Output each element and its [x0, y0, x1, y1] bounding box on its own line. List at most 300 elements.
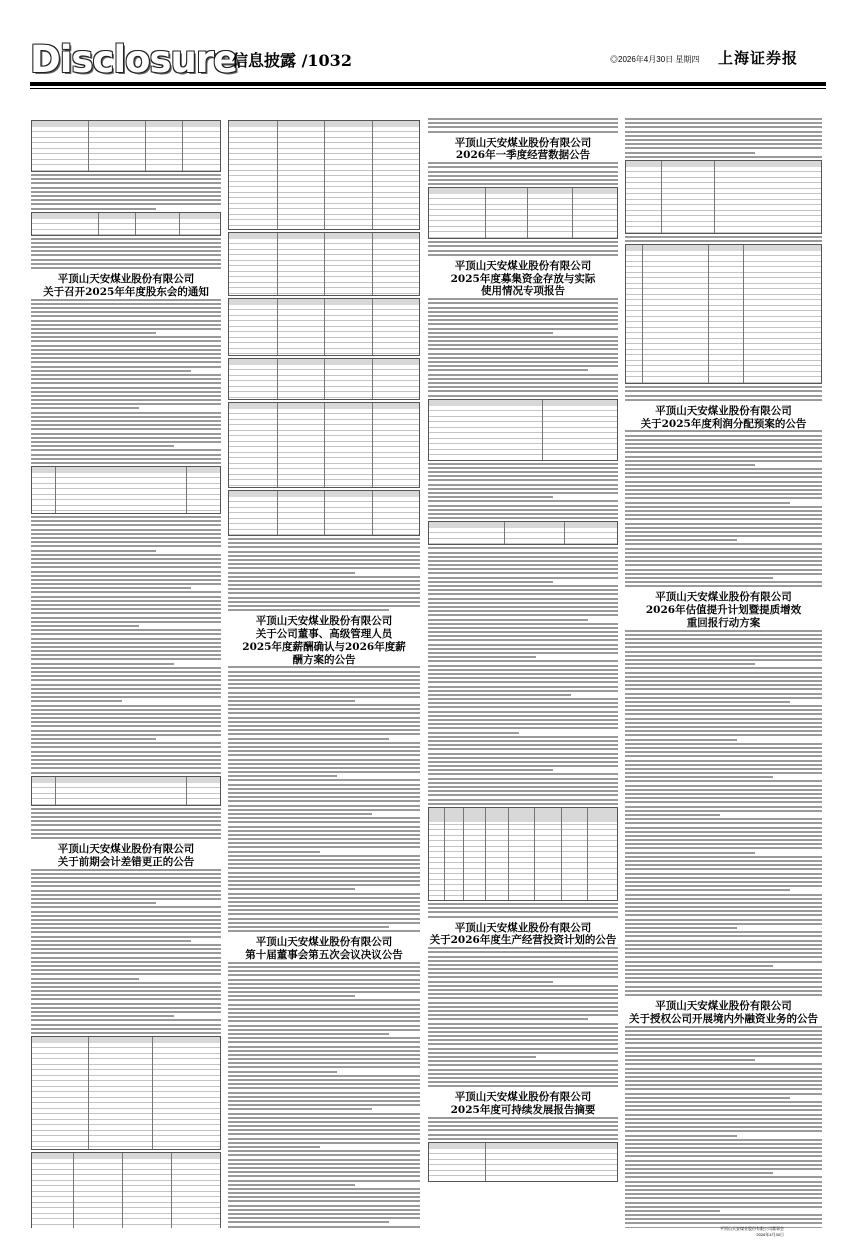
text-line	[31, 345, 221, 347]
text-line	[625, 860, 822, 862]
text-line	[625, 1160, 822, 1162]
notice-title: 关于2026年度生产经营投资计划的公告	[429, 934, 617, 947]
text-line	[31, 545, 221, 547]
text-line	[428, 985, 618, 987]
text-line	[31, 357, 221, 359]
text-line	[31, 445, 174, 447]
text-line	[31, 340, 221, 342]
text-line	[31, 994, 221, 996]
text-line	[428, 568, 618, 570]
text-line	[625, 1101, 822, 1103]
text-line	[428, 585, 618, 587]
text-line	[31, 978, 139, 980]
text-line	[428, 166, 618, 168]
text-line	[428, 560, 618, 562]
body-text-block	[428, 903, 618, 918]
text-line	[228, 1146, 320, 1148]
text-line	[428, 467, 618, 469]
text-line	[228, 987, 420, 989]
body-text-block	[625, 118, 822, 158]
text-line	[625, 743, 822, 745]
text-line	[428, 1002, 618, 1004]
text-line	[625, 843, 822, 845]
text-line	[31, 944, 221, 946]
text-line	[228, 696, 420, 698]
text-line	[428, 715, 618, 717]
text-line	[625, 1197, 822, 1199]
text-line	[228, 1171, 420, 1173]
text-line	[428, 627, 618, 629]
notice-company: 平顶山天安煤业股份有限公司	[655, 1000, 792, 1013]
notice-title: 关于前期会计差错更正的公告	[57, 855, 195, 868]
text-line	[625, 651, 822, 653]
text-line	[625, 659, 822, 661]
text-line	[625, 1130, 822, 1132]
text-line	[31, 250, 221, 252]
text-line	[31, 629, 221, 631]
text-line	[428, 907, 618, 909]
text-line	[31, 591, 221, 593]
text-line	[31, 349, 221, 351]
text-line	[625, 485, 822, 487]
text-line	[428, 669, 618, 671]
text-line	[428, 348, 618, 350]
text-line	[625, 573, 822, 575]
text-line	[428, 1085, 618, 1087]
text-line	[31, 246, 221, 248]
text-line	[625, 898, 822, 900]
text-line	[625, 560, 822, 562]
text-line	[228, 576, 420, 578]
text-line	[31, 191, 221, 193]
data-table	[31, 120, 221, 172]
text-line	[228, 1100, 420, 1102]
text-line	[625, 981, 822, 983]
text-line	[625, 638, 822, 640]
text-line	[31, 751, 221, 753]
data-table	[31, 466, 221, 514]
notice-title: 2026年一季度经营数据公告	[455, 149, 591, 162]
text-line	[228, 974, 420, 976]
text-line	[31, 730, 221, 732]
text-line	[228, 863, 420, 865]
text-line	[31, 263, 221, 265]
body-text-block	[228, 962, 420, 1228]
text-line	[428, 968, 618, 970]
text-line	[625, 577, 773, 579]
text-line	[625, 797, 822, 799]
text-line	[31, 403, 221, 405]
text-line	[228, 884, 420, 886]
text-line	[228, 1154, 420, 1156]
text-line	[428, 644, 618, 646]
text-line	[625, 676, 822, 678]
text-line	[428, 315, 618, 317]
text-line	[31, 303, 221, 305]
notice-company: 平顶山天安煤业股份有限公司	[454, 921, 592, 934]
text-line	[428, 598, 618, 600]
text-line	[428, 903, 618, 905]
text-line	[625, 1055, 822, 1057]
text-line	[31, 998, 221, 1000]
text-line	[428, 748, 618, 750]
text-line	[625, 395, 822, 397]
text-line	[228, 1167, 420, 1169]
text-line	[625, 543, 822, 545]
text-line	[228, 717, 420, 719]
text-line	[31, 587, 191, 589]
text-line	[428, 635, 618, 637]
text-line	[625, 785, 822, 787]
text-line	[625, 642, 822, 644]
text-line	[228, 1184, 355, 1186]
text-line	[428, 606, 618, 608]
text-line	[625, 831, 822, 833]
text-line	[228, 1163, 420, 1165]
text-line	[625, 1072, 822, 1074]
text-line	[428, 1060, 618, 1062]
text-line	[625, 810, 822, 812]
text-line	[228, 999, 420, 1001]
text-line	[428, 357, 618, 359]
text-line	[428, 993, 618, 995]
text-line	[625, 994, 822, 996]
text-line	[31, 725, 221, 727]
text-line	[228, 1083, 420, 1085]
text-line	[31, 395, 221, 397]
text-line	[428, 964, 618, 966]
text-line	[228, 962, 420, 964]
text-line	[625, 764, 822, 766]
data-table	[428, 399, 618, 461]
text-line	[31, 696, 221, 698]
text-line	[428, 711, 618, 713]
text-line	[625, 535, 822, 537]
text-line	[625, 726, 822, 728]
text-line	[31, 1032, 221, 1034]
text-line	[228, 817, 420, 819]
text-line	[228, 842, 420, 844]
text-line	[31, 915, 221, 917]
text-line	[228, 893, 420, 895]
text-line	[31, 650, 221, 652]
text-line	[228, 995, 355, 997]
body-text-block	[625, 1026, 822, 1228]
text-line	[625, 927, 737, 929]
text-line	[428, 1081, 618, 1083]
text-line	[625, 1176, 822, 1178]
text-line	[625, 1181, 822, 1183]
text-line	[228, 1050, 420, 1052]
text-line	[625, 240, 822, 242]
text-line	[228, 913, 420, 915]
newspaper-name: 上海证券报	[718, 49, 799, 67]
text-line	[31, 675, 221, 677]
text-line	[228, 826, 420, 828]
text-line	[625, 236, 822, 238]
text-line	[428, 122, 618, 124]
text-line	[31, 449, 221, 451]
text-line	[31, 969, 221, 971]
section-word: Disclosure	[30, 38, 238, 81]
text-line	[428, 972, 618, 974]
body-text-block	[428, 118, 618, 133]
text-line	[228, 821, 420, 823]
text-line	[31, 919, 221, 921]
text-line	[31, 562, 221, 564]
text-line	[625, 914, 822, 916]
text-line	[625, 1030, 822, 1032]
text-line	[625, 940, 822, 942]
text-line	[31, 873, 221, 875]
text-line	[31, 816, 221, 818]
text-line	[625, 852, 755, 854]
text-line	[625, 701, 790, 703]
text-line	[625, 447, 822, 449]
text-line	[228, 880, 420, 882]
text-line	[625, 443, 822, 445]
text-line	[428, 298, 618, 300]
text-line	[625, 1164, 822, 1166]
text-line	[228, 1159, 420, 1161]
text-line	[625, 1068, 822, 1070]
text-line	[625, 919, 822, 921]
text-line	[428, 702, 618, 704]
text-line	[228, 872, 420, 874]
text-line	[31, 973, 221, 975]
text-line	[428, 803, 618, 805]
text-line	[31, 746, 221, 748]
text-line	[31, 324, 221, 326]
text-line	[625, 1122, 822, 1124]
text-line	[31, 600, 221, 602]
text-line	[428, 475, 618, 477]
text-line	[228, 966, 420, 968]
text-line	[428, 911, 618, 913]
text-line	[625, 977, 822, 979]
text-line	[31, 382, 221, 384]
text-line	[31, 441, 221, 443]
text-line	[428, 353, 618, 355]
text-line	[228, 800, 420, 802]
text-line	[228, 605, 420, 607]
text-line	[31, 571, 221, 573]
text-line	[625, 818, 822, 820]
text-line	[625, 472, 822, 474]
text-line	[228, 592, 420, 594]
text-line	[625, 1155, 822, 1157]
text-line	[625, 856, 822, 858]
text-line	[428, 778, 618, 780]
text-line	[625, 126, 822, 128]
text-line	[31, 982, 221, 984]
text-line	[31, 420, 221, 422]
text-line	[228, 721, 420, 723]
text-line	[625, 476, 822, 478]
text-line	[31, 267, 221, 269]
text-line	[228, 918, 420, 920]
text-line	[428, 131, 618, 133]
text-line	[428, 656, 536, 658]
data-table	[428, 1142, 618, 1182]
text-line	[625, 523, 822, 525]
text-line	[428, 951, 618, 953]
text-line	[428, 319, 618, 321]
text-line	[625, 709, 822, 711]
text-line	[428, 1052, 618, 1054]
text-line	[31, 537, 221, 539]
text-line	[625, 564, 822, 566]
text-line	[625, 693, 822, 695]
footer-date: 2026年4月30日	[756, 1232, 784, 1237]
text-line	[31, 254, 221, 256]
text-line	[625, 718, 822, 720]
text-line	[228, 991, 420, 993]
text-line	[625, 672, 822, 674]
text-line	[31, 700, 122, 702]
section-title: 信息披露 /1032	[232, 51, 352, 70]
text-line	[625, 760, 822, 762]
text-line	[428, 365, 618, 367]
text-line	[625, 502, 790, 504]
text-line	[428, 589, 618, 591]
text-line	[228, 542, 420, 544]
text-line	[31, 575, 221, 577]
text-line	[31, 554, 221, 556]
text-line	[625, 1214, 822, 1216]
text-line	[228, 725, 420, 727]
text-line	[625, 390, 822, 392]
text-line	[625, 1034, 822, 1036]
text-line	[428, 769, 553, 771]
text-line	[228, 1129, 420, 1131]
text-line	[428, 1073, 618, 1075]
text-line	[31, 195, 221, 197]
notice-company: 平顶山天安煤业股份有限公司	[655, 591, 792, 604]
text-line	[428, 956, 618, 958]
body-text-block	[228, 666, 420, 932]
text-line	[625, 435, 822, 437]
text-line	[31, 948, 221, 950]
text-line	[428, 765, 618, 767]
text-line	[228, 704, 420, 706]
text-line	[31, 667, 221, 669]
text-line	[31, 957, 221, 959]
text-line	[428, 619, 588, 621]
text-line	[31, 952, 221, 954]
text-line	[31, 986, 221, 988]
text-line	[228, 1217, 420, 1219]
text-line	[31, 906, 221, 908]
text-line	[228, 1180, 420, 1182]
text-line	[228, 1012, 420, 1014]
text-line	[428, 250, 618, 252]
text-line	[31, 1011, 221, 1013]
body-text-block	[31, 869, 221, 1034]
data-table	[31, 776, 221, 806]
text-line	[428, 369, 588, 371]
text-line	[31, 1003, 221, 1005]
text-line	[625, 885, 822, 887]
text-line	[428, 1117, 618, 1119]
text-line	[31, 238, 221, 240]
text-line	[428, 744, 618, 746]
text-line	[428, 723, 618, 725]
text-line	[625, 1105, 822, 1107]
body-text-block	[31, 174, 221, 210]
text-line	[31, 558, 221, 560]
notice-company: 平顶山天安煤业股份有限公司	[454, 259, 592, 272]
text-line	[428, 740, 618, 742]
text-line	[625, 881, 822, 883]
text-line	[428, 623, 618, 625]
text-line	[228, 926, 389, 928]
text-line	[428, 782, 618, 784]
text-line	[625, 889, 790, 891]
text-line	[228, 675, 420, 677]
text-line	[625, 1093, 822, 1095]
text-line	[625, 969, 822, 971]
text-line	[31, 520, 221, 522]
text-line	[625, 1063, 822, 1065]
text-line	[428, 1027, 618, 1029]
text-line	[625, 481, 822, 483]
text-line	[428, 513, 618, 515]
text-line	[428, 564, 618, 566]
text-line	[228, 1016, 420, 1018]
text-line	[625, 688, 822, 690]
text-line	[228, 1142, 420, 1144]
text-line	[31, 990, 221, 992]
text-line	[228, 683, 420, 685]
text-line	[428, 639, 618, 641]
text-line	[625, 1076, 822, 1078]
text-line	[428, 677, 618, 679]
text-line	[625, 768, 822, 770]
text-line	[625, 827, 822, 829]
text-line	[625, 894, 822, 896]
text-line	[428, 1018, 588, 1020]
data-table	[228, 120, 420, 230]
text-line	[428, 773, 618, 775]
text-line	[625, 948, 822, 950]
text-line	[31, 742, 221, 744]
text-line	[625, 944, 822, 946]
text-line	[625, 122, 822, 124]
text-line	[228, 692, 420, 694]
text-line	[625, 1114, 822, 1116]
text-line	[228, 851, 320, 853]
data-table	[31, 1036, 221, 1150]
text-line	[31, 516, 221, 518]
text-line	[228, 1209, 420, 1211]
text-line	[625, 493, 822, 495]
data-table	[428, 807, 618, 901]
text-line	[228, 563, 420, 565]
text-line	[31, 927, 221, 929]
text-line	[625, 1026, 822, 1028]
notice-company: 平顶山天安煤业股份有限公司	[57, 843, 195, 856]
notice-company: 平顶山天安煤业股份有限公司	[454, 1091, 592, 1104]
text-line	[428, 1069, 618, 1071]
text-line	[228, 572, 355, 574]
text-line	[625, 468, 822, 470]
text-line	[228, 771, 420, 773]
text-line	[428, 378, 618, 380]
text-line	[228, 601, 420, 603]
text-line	[31, 320, 221, 322]
text-line	[428, 610, 618, 612]
